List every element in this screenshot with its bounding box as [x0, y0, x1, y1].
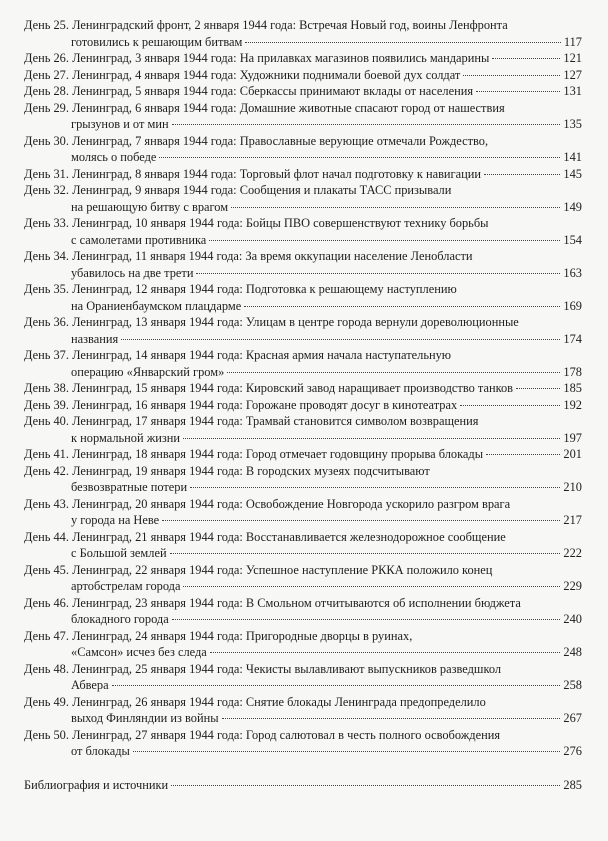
toc-title-line: артобстрелам города [71, 579, 181, 593]
dot-leader [112, 684, 561, 686]
toc-entry-title [24, 413, 478, 430]
toc-title-line: от блокады [71, 744, 130, 758]
toc-day-label: День 39. [24, 397, 69, 412]
toc-title-line: блокадного города [71, 612, 169, 626]
toc-entry [24, 529, 582, 562]
toc-title-line: Ленинград, 23 января 1944 года: В Смольном отчитываются об исполнении бюджета [72, 595, 521, 610]
toc-title-line: Ленинград, 26 января 1944 года: Снятие блокады Ленинграда предопределило [72, 694, 486, 709]
toc-entry-continuation [71, 545, 582, 562]
toc-entry [24, 166, 582, 183]
toc-entry [24, 595, 582, 628]
toc-page-number: 276 [563, 744, 582, 758]
dot-leader [170, 552, 561, 554]
toc-title-line: Ленинград, 13 января 1944 года: Улицам в центре города вернули дореволюционные [72, 315, 519, 329]
dot-leader [222, 717, 561, 719]
toc-title-line: Ленинград, 7 января 1944 года: Православные верующие отмечали Рождество, [72, 133, 489, 148]
toc-entry-title [24, 314, 519, 331]
toc-day-label: День 36. [24, 315, 69, 329]
toc-page-number: 258 [563, 678, 582, 692]
toc-page-number: 222 [563, 546, 582, 560]
toc-entry [24, 182, 582, 215]
toc-page-number: 248 [563, 645, 582, 659]
toc-page-number: 197 [563, 430, 582, 445]
toc-entry-title [24, 727, 500, 744]
toc-entry-title [24, 628, 412, 645]
toc-entry [24, 215, 582, 248]
toc-day-label: День 49. [24, 694, 69, 709]
toc-page-number: 169 [563, 298, 582, 313]
toc-title-line: с Большой землей [71, 546, 167, 560]
dot-leader [516, 387, 560, 389]
toc-title-line: Ленинград, 4 января 1944 года: Художники поднимали боевой дух солдат [72, 67, 461, 82]
dot-leader [133, 750, 561, 752]
toc-title-line: молясь о победе [71, 150, 157, 164]
toc-entry-continuation [71, 232, 582, 249]
toc-day-label: День 34. [24, 249, 69, 263]
toc-day-label: День 50. [24, 727, 69, 742]
toc-page-number: 174 [563, 331, 582, 346]
toc-page-number: 185 [563, 381, 582, 395]
toc-day-label: День 42. [24, 463, 69, 478]
toc-page-number: 135 [563, 117, 582, 131]
toc-entry [24, 248, 582, 281]
toc-entry-title [24, 397, 582, 414]
toc-title-line: убавилось на две трети [71, 265, 194, 280]
toc-entry-title [24, 562, 492, 579]
dot-leader [121, 338, 560, 340]
toc-day-label: День 29. [24, 100, 69, 115]
dot-leader [460, 404, 560, 406]
toc-page-number: 149 [563, 199, 582, 214]
toc-entry-continuation [71, 199, 582, 216]
toc-day-label: День 43. [24, 496, 69, 511]
toc-entry-title [24, 661, 501, 678]
toc-entry-continuation [71, 298, 582, 315]
toc-day-label: День 28. [24, 84, 69, 98]
toc-day-label: День 32. [24, 183, 69, 197]
toc-entry [24, 562, 582, 595]
toc-entry [24, 314, 582, 347]
toc-day-label: День 47. [24, 628, 69, 643]
toc-entry-title [24, 215, 488, 232]
toc-entry [24, 281, 582, 314]
toc-day-label: День 35. [24, 282, 69, 296]
toc-title-line: Ленинград, 11 января 1944 года: За время оккупации население Ленобласти [72, 249, 473, 263]
toc-entry-title [24, 380, 582, 397]
dot-leader [183, 437, 560, 439]
toc-entry [24, 380, 582, 397]
toc-title-line: на решающую битву с врагом [71, 199, 229, 214]
toc-title-line: Ленинград, 18 января 1944 года: Город отмечает годовщину прорыва блокады [72, 447, 484, 461]
toc-entry [24, 67, 582, 84]
toc-title-line: Ленинград, 16 января 1944 года: Горожане проводят досуг в кинотеатрах [72, 397, 458, 412]
toc-entry [24, 661, 582, 694]
toc-day-label: День 27. [24, 67, 69, 82]
toc-title-line: «Самсон» исчез без следа [71, 645, 207, 659]
dot-leader [245, 41, 560, 43]
dot-leader [196, 272, 560, 274]
toc-entry-continuation [71, 611, 582, 628]
toc-day-label: День 33. [24, 216, 69, 230]
toc-entry-title [24, 166, 582, 183]
toc-title-line: Ленинград, 24 января 1944 года: Пригородные дворцы в руинах, [72, 628, 413, 643]
toc-entry-title [24, 496, 510, 513]
dot-leader [227, 371, 560, 373]
toc-entry-title [24, 182, 451, 199]
dot-leader [463, 74, 560, 76]
dot-leader [183, 585, 560, 587]
toc-title-line: готовились к решающим битвам [71, 34, 243, 49]
toc-title-line: Ленинград, 8 января 1944 года: Торговый флот начал подготовку к навигации [72, 166, 482, 181]
toc-page-number: 285 [563, 777, 582, 792]
toc-page-number: 201 [563, 447, 582, 461]
toc-entry-title [24, 100, 505, 117]
toc-day-label: День 37. [24, 348, 69, 362]
toc-title-line: с самолетами противника [71, 232, 207, 247]
toc-entry-title [24, 248, 473, 265]
dot-leader [171, 784, 560, 786]
toc-day-label: День 45. [24, 562, 69, 577]
toc-entry-continuation [71, 677, 582, 694]
toc-entry [24, 727, 582, 760]
bibliography-label: Библиография и источники [24, 777, 169, 792]
toc-title-line: Ленинград, 15 января 1944 года: Кировский завод наращивает производство танков [72, 381, 514, 395]
toc-entry-continuation [71, 578, 582, 595]
toc-entry-title [24, 529, 506, 546]
toc-title-line: Ленинград, 6 января 1944 года: Домашние животные спасают город от нашествия [72, 100, 505, 115]
toc-entry-continuation [71, 364, 582, 381]
toc-entry [24, 496, 582, 529]
toc-entry-title [24, 694, 486, 711]
toc-entry [24, 446, 582, 463]
toc-bibliography [24, 777, 582, 794]
toc-page-number: 178 [563, 364, 582, 379]
toc-title-line: Ленинград, 14 января 1944 года: Красная армия начала наступательную [72, 348, 452, 362]
toc-title-line: Ленинград, 10 января 1944 года: Бойцы ПВО совершенствуют технику борьбы [72, 216, 489, 230]
toc-entry [24, 347, 582, 380]
toc-page-number: 141 [563, 150, 582, 164]
toc-entry [24, 397, 582, 414]
toc-page-number: 210 [563, 480, 582, 494]
toc-title-line: грызунов и от мин [71, 117, 169, 131]
toc-entry-continuation [71, 430, 582, 447]
toc-entry-title [24, 17, 508, 34]
dot-leader [162, 519, 560, 521]
toc-entry-continuation [71, 512, 582, 529]
toc-entry [24, 133, 582, 166]
toc-title-line: операцию «Январский гром» [71, 364, 225, 379]
toc-entry-continuation [71, 331, 582, 348]
dot-leader [492, 57, 560, 59]
toc-entry [24, 463, 582, 496]
toc-entry-title [24, 777, 582, 794]
toc-entry-title [24, 83, 582, 100]
dot-leader [172, 123, 561, 125]
toc-title-line: Ленинград, 3 января 1944 года: На прилавках магазинов появились мандарины [72, 51, 490, 65]
toc-entry [24, 83, 582, 100]
dot-leader [190, 486, 560, 488]
toc-day-label: День 40. [24, 414, 69, 428]
toc-entry-title [24, 595, 521, 612]
toc-entry-title [24, 347, 451, 364]
toc-entry-title [24, 67, 582, 84]
toc-entry [24, 628, 582, 661]
toc-page-number: 267 [563, 711, 582, 725]
toc-day-label: День 30. [24, 133, 69, 148]
toc-title-line: Ленинград, 17 января 1944 года: Трамвай становится символом возвращения [72, 414, 479, 428]
toc-entry [24, 50, 582, 67]
toc-day-label: День 44. [24, 529, 69, 544]
table-of-contents [24, 17, 582, 793]
toc-entry [24, 413, 582, 446]
toc-day-label: День 26. [24, 51, 69, 65]
toc-entry-continuation [71, 743, 582, 760]
dot-leader [244, 305, 560, 307]
toc-title-line: названия [71, 331, 119, 346]
toc-title-line: Ленинград, 12 января 1944 года: Подготовка к решающему наступлению [72, 282, 457, 296]
toc-page-number: 131 [563, 84, 582, 98]
toc-page-number: 240 [563, 612, 582, 626]
toc-title-line: Ленинград, 20 января 1944 года: Освобождение Новгорода ускорило разгром врага [72, 496, 511, 511]
toc-entry-continuation [71, 149, 582, 166]
toc-entry-continuation [71, 116, 582, 133]
toc-title-line: безвозвратные потери [71, 480, 188, 494]
toc-page-number: 127 [563, 67, 582, 82]
toc-day-label: День 31. [24, 166, 69, 181]
toc-page-number: 163 [563, 265, 582, 280]
toc-page-number: 117 [563, 34, 582, 49]
toc-page-number: 121 [563, 51, 582, 65]
toc-page-number: 154 [563, 232, 582, 247]
toc-entry-continuation [71, 644, 582, 661]
toc-page-number: 217 [563, 513, 582, 527]
toc-title-line: выход Финляндии из войны [71, 711, 219, 725]
toc-title-line: Ленинград, 25 января 1944 года: Чекисты вылавливают выпускников разведшкол [72, 661, 502, 676]
toc-page-number: 192 [563, 397, 582, 412]
toc-entry-continuation [71, 479, 582, 496]
dot-leader [159, 156, 560, 158]
toc-entry-title [24, 446, 582, 463]
toc-title-line: к нормальной жизни [71, 430, 181, 445]
toc-entry-title [24, 463, 430, 480]
toc-page-number: 145 [563, 166, 582, 181]
toc-day-label: День 41. [24, 447, 69, 461]
toc-entry-continuation [71, 710, 582, 727]
toc-entry [24, 17, 582, 50]
toc-entry-continuation [71, 34, 582, 51]
toc-title-line: Ленинград, 21 января 1944 года: Восстанавливается железнодорожное сообщение [72, 529, 506, 544]
dot-leader [172, 618, 561, 620]
toc-entry-title [24, 133, 488, 150]
dot-leader [231, 206, 560, 208]
dot-leader [476, 90, 560, 92]
toc-day-label: День 25. [24, 18, 69, 32]
section-gap [24, 760, 582, 777]
toc-day-label: День 46. [24, 595, 69, 610]
toc-entry [24, 694, 582, 727]
toc-entry-continuation [71, 265, 582, 282]
toc-page-number: 229 [563, 579, 582, 593]
toc-title-line: Ленинград, 27 января 1944 года: Город салютовал в честь полного освобождения [72, 727, 501, 742]
toc-title-line: Абвера [71, 678, 109, 692]
toc-day-label: День 38. [24, 381, 69, 395]
dot-leader [484, 173, 560, 175]
toc-title-line: Ленинград, 5 января 1944 года: Сберкассы принимают вклады от населения [72, 84, 474, 98]
toc-title-line: у города на Неве [71, 513, 160, 527]
toc-title-line: на Ораниенбаумском плацдарме [71, 298, 242, 313]
toc-day-label: День 48. [24, 661, 69, 676]
toc-title-line: Ленинград, 19 января 1944 года: В городских музеях подсчитывают [72, 463, 430, 478]
toc-title-line: Ленинградский фронт, 2 января 1944 года: Встречая Новый год, воины Ленфронта [72, 18, 508, 32]
toc-title-line: Ленинград, 22 января 1944 года: Успешное наступление РККА положило конец [72, 562, 493, 577]
toc-entry-title [24, 281, 457, 298]
dot-leader [486, 453, 560, 455]
dot-leader [209, 239, 560, 241]
toc-entry [24, 100, 582, 133]
toc-entry-title [24, 50, 582, 67]
toc-title-line: Ленинград, 9 января 1944 года: Сообщения и плакаты ТАСС призывали [72, 183, 452, 197]
dot-leader [210, 651, 561, 653]
